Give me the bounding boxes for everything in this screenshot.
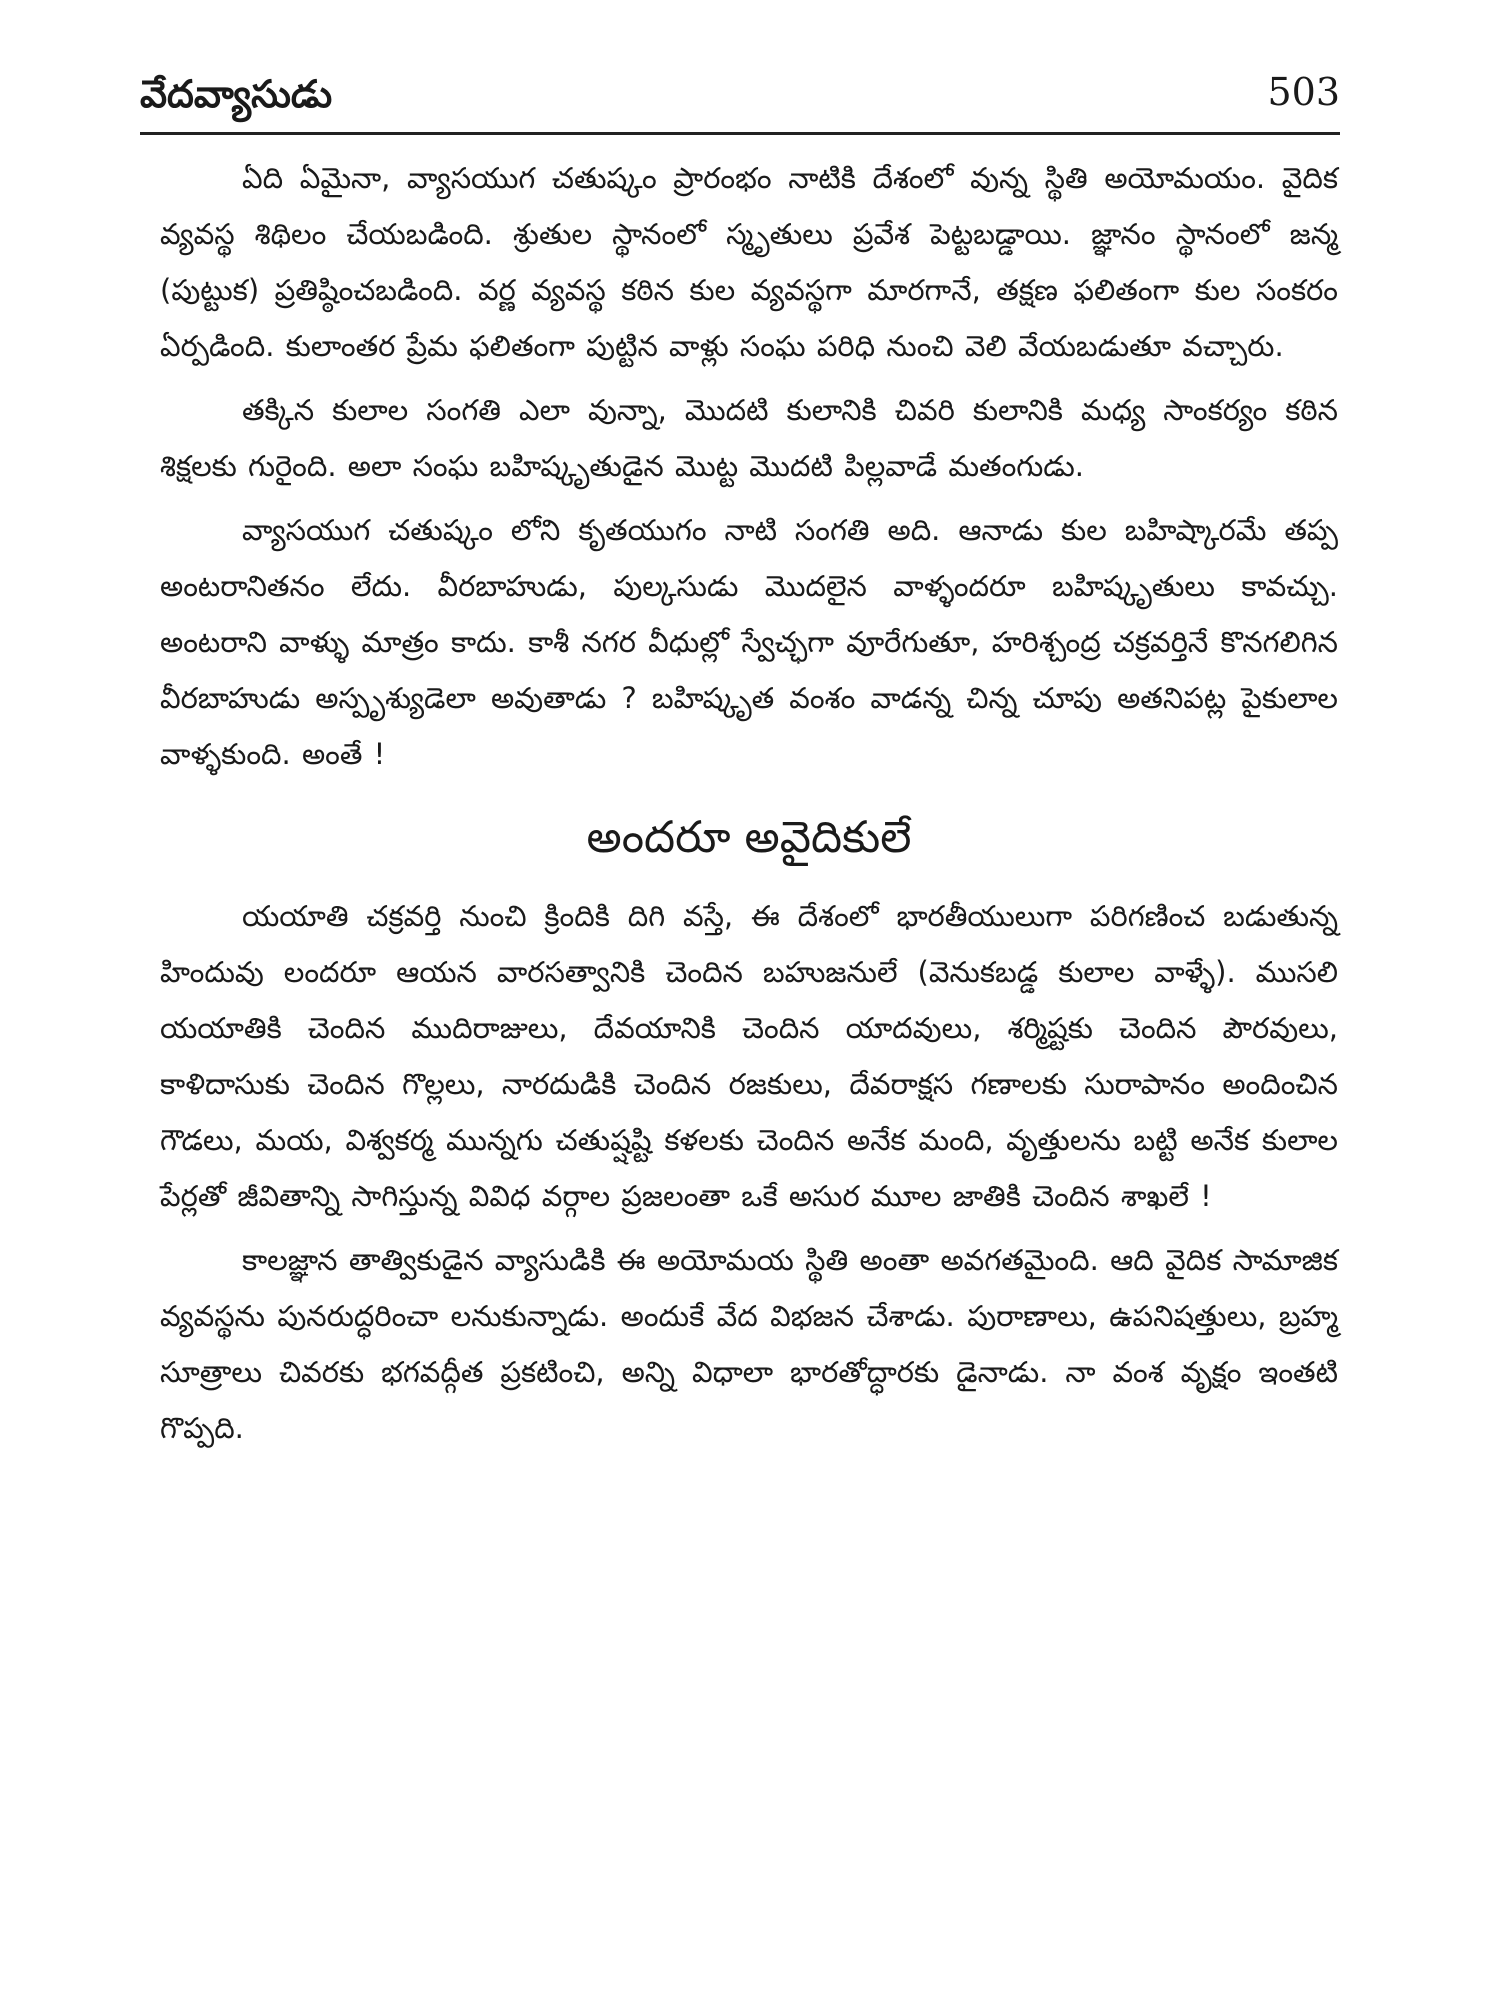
running-head: [140, 66, 1340, 136]
paragraph-4: యయాతి చక్రవర్తి నుంచి క్రిందికి దిగి వస్తే, ఈ దేశంలో భారతీయులుగా పరిగణించ బడుతున్న హిందువు లందరూ ఆయన వారసత్వానికి చెందిన బహుజనులే (వెనుకబడ్డ కులాల వాళ్ళే). ముసలి యయాతికి చెందిన ముదిరాజులు, దేవయానికి చెందిన యాదవులు, శర్మిష్టకు చెందిన పౌరవులు, కాళిదాసుకు చెందిన గొల్లలు, నారదుడికి చెందిన రజకులు, దేవరాక్షస గణాలకు సురాపానం అందించిన గౌడలు, మయ, విశ్వకర్మ మున్నగు చతుష్షష్టి కళలకు చెందిన అనేక మంది, వృత్తులను బట్టి అనేక కులాల పేర్లతో జీవితాన్ని సాగిస్తున్న వివిధ వర్గాల ప్రజలంతా ఒకే అసుర మూల జాతికి చెందిన శాఖలే !: [160, 899, 1338, 1213]
paragraph-3: వ్యాసయుగ చతుష్కం లోని కృతయుగం నాటి సంగతి అది. ఆనాడు కుల బహిష్కారమే తప్ప అంటరానితనం లేదు. వీరబాహుడు, పుల్కసుడు మొదలైన వాళ్ళందరూ బహిష్కృతులు కావచ్చు. అంటరాని వాళ్ళు మాత్రం కాదు. కాశీ నగర వీధుల్లో స్వేచ్ఛగా వూరేగుతూ, హరిశ్చంద్ర చక్రవర్తినే కొనగలిగిన వీరబాహుడు అస్పృశ్యుడెలా అవుతాడు ? బహిష్కృత వంశం వాడన్న చిన్న చూపు అతనిపట్ల పైకులాల వాళ్ళకుంది. అంతే !: [160, 513, 1338, 771]
body-text: [160, 150, 1338, 1464]
page-number: 503: [1267, 70, 1340, 114]
section-heading: అందరూ అవైదికులే: [586, 812, 912, 863]
paragraph-1: ఏది ఏమైనా, వ్యాసయుగ చతుష్కం ప్రారంభం నాటికి దేశంలో వున్న స్థితి అయోమయం. వైదిక వ్యవస్థ శిథిలం చేయబడింది. శ్రుతుల స్థానంలో స్మృతులు ప్రవేశ పెట్టబడ్డాయి. జ్ఞానం స్థానంలో జన్మ (పుట్టుక) ప్రతిష్ఠించబడింది. వర్ణ వ్యవస్థ కఠిన కుల వ్యవస్థగా మారగానే, తక్షణ ఫలితంగా కుల సంకరం ఏర్పడింది. కులాంతర ప్రేమ ఫలితంగా పుట్టిన వాళ్లు సంఘ పరిధి నుంచి వెలి వేయబడుతూ వచ్చారు.: [160, 161, 1338, 363]
running-title: వేదవ్యాసుడు: [140, 72, 333, 116]
paragraph-2: తక్కిన కులాల సంగతి ఎలా వున్నా, మొదటి కులానికి చివరి కులానికి మధ్య సాంకర్యం కఠిన శిక్షలకు గురైంది. అలా సంఘ బహిష్కృతుడైన మొట్ట మొదటి పిల్లవాడే మతంగుడు.: [160, 393, 1338, 483]
paragraph-5: కాలజ్ఞాన తాత్వికుడైన వ్యాసుడికి ఈ అయోమయ స్థితి అంతా అవగతమైంది. ఆది వైదిక సామాజిక వ్యవస్థను పునరుద్ధరించా లనుకున్నాడు. అందుకే వేద విభజన చేశాడు. పురాణాలు, ఉపనిషత్తులు, బ్రహ్మ సూత్రాలు చివరకు భగవద్గీత ప్రకటించి, అన్ని విధాలా భారతోద్ధారకు డైనాడు. నా వంశ వృక్షం ఇంతటి గొప్పది.: [160, 1243, 1338, 1445]
header-rule: [140, 132, 1340, 135]
